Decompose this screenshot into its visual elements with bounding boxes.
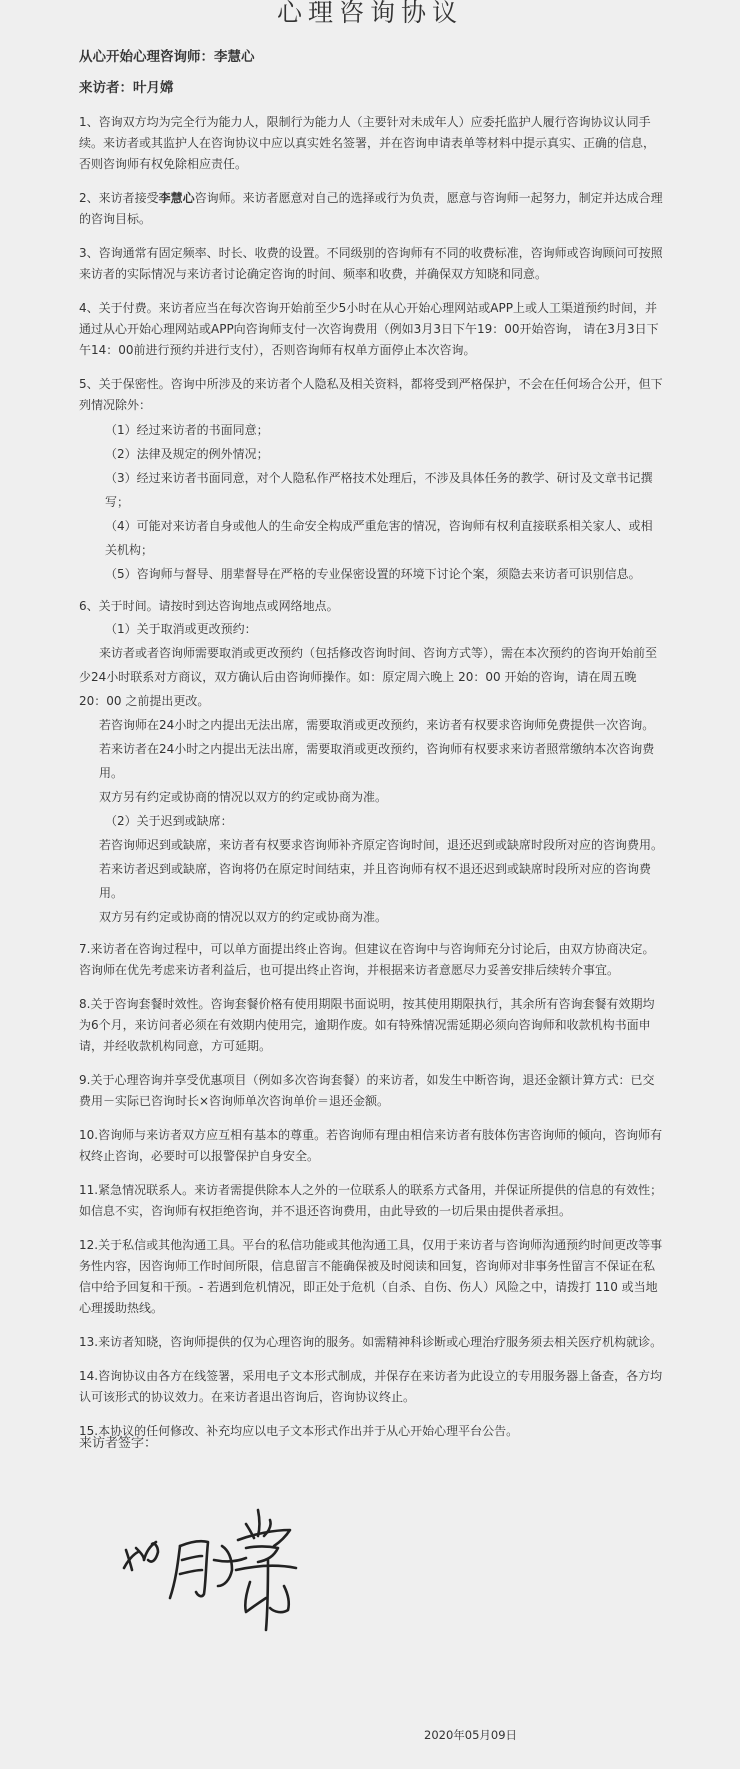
clause-13: 13.来访者知晓，咨询师提供的仅为心理咨询的服务。如需精神科诊断或心理治疗服务须去相关医疗机构就诊。 [79,1335,663,1349]
signer-label: 来访者签字： [79,1436,158,1451]
clause-2-pre: 2、来访者接受 [79,191,159,205]
clause-11: 11.紧急情况联系人。来访者需提供除本人之外的一位联系人的联系方式备用，并保证所提供的信息的有效性；如信息不实，咨询师有权拒绝咨询，并不退还咨询费用，由此导致的一切后果由提供者承担。 [79,1183,663,1218]
handwritten-signature [118,1490,338,1640]
clause-9: 9.关于心理咨询并享受优惠项目（例如多次咨询套餐）的来访者，如发生中断咨询，退还金额计算方式：已交费用－实际已咨询时长×咨询师单次咨询单价＝退还金额。 [79,1073,655,1108]
clause-6: 6、关于时间。请按时到达咨询地点或网络地点。 [79,599,339,613]
clause-6-sub2-line: 双方另有约定或协商的情况以双方的约定或协商为准。 [99,910,388,924]
clause-14: 14.咨询协议由各方在线签署，采用电子文本形式制成，并保存在来访者为此设立的专用服务器上备查，各方均认可该形式的协议效力。在来访者退出咨询后，咨询协议终止。 [79,1369,663,1404]
clause-2-counselor-name: 李慧心 [158,191,195,205]
clause-6-sub2-heading: （2）关于迟到或缺席： [105,814,233,828]
clause-1: 1、咨询双方均为完全行为能力人，限制行为能力人（主要针对未成年人）应委托监护人履行咨询协议认同手续。来访者或其监护人在咨询协议中应以真实姓名签署，并在咨询申请表单等材料中提示真实、正确的信息，否则咨询师有权免除相应责任。 [79,115,656,171]
clause-2 [79,188,664,230]
clause-6-sub1-line: 双方另有约定或协商的情况以双方的约定或协商为准。 [99,790,388,804]
clause-6-sub2-line: 若咨询师迟到或缺席，来访者有权要求咨询师补齐原定咨询时间，退还迟到或缺席时段所对应的咨询费用。 [99,838,664,852]
clause-7: 7.来访者在咨询过程中，可以单方面提出终止咨询。但建议在咨询中与咨询师充分讨论后，由双方协商决定。咨询师在优先考虑来访者利益后，也可提出终止咨询，并根据来访者意愿尽力妥善安排后续转介事宜。 [79,942,655,977]
clause-6-sub1-line: 若咨询师在24小时之内提出无法出席，需要取消或更改预约，来访者有权要求咨询师免费提供一次咨询。 [99,718,655,732]
clause-5-item: （2）法律及规定的例外情况； [105,447,269,461]
clause-12: 12.关于私信或其他沟通工具。平台的私信功能或其他沟通工具，仅用于来访者与咨询师沟通预约时间更改等事务性内容，因咨询师工作时间所限，信息留言不能确保被及时阅读和回复，咨询师对非事务性留言不保证在私信中给予回复和干预。- 若遇到危机情况，即正处于危机（自杀、自伤、伤人）风险之中，请拨打 110 或当地心理援助热线。 [79,1238,663,1315]
clause-5-item: （4）可能对来访者自身或他人的生命安全构成严重危害的情况，咨询师有权利直接联系相关家人、或相关机构； [105,519,653,557]
clause-3: 3、咨询通常有固定频率、时长、收费的设置。不同级别的咨询师有不同的收费标准，咨询师或咨询顾问可按照来访者的实际情况与来访者讨论确定咨询的时间、频率和收费，并确保双方知晓和同意。 [79,246,663,281]
clause-5-item: （5）咨询师与督导、朋辈督导在严格的专业保密设置的环境下讨论个案，须隐去来访者可识别信息。 [105,567,641,581]
clause-2-post: 咨询师。来访者愿意对自己的选择或行为负责，愿意与咨询师一起努力，制定并达成合理的咨询目标。 [79,191,663,226]
clause-15: 15.本协议的任何修改、补充均应以电子文本形式作出并于从心开始心理平台公告。 [79,1424,519,1438]
counselor-line: 从心开始心理咨询师：李慧心 [79,49,255,65]
clause-6-sub1-line: 若来访者在24小时之内提出无法出席，需要取消或更改预约，咨询师有权要求来访者照常缴纳本次咨询费用。 [99,742,655,780]
clause-5-items [79,418,664,586]
page-title: 心理咨询协议 [276,0,463,27]
clause-5-item: （3）经过来访者书面同意，对个人隐私作严格技术处理后，不涉及具体任务的教学、研讨及文章书记撰写； [105,471,653,509]
clause-4: 4、关于付费。来访者应当在每次咨询开始前至少5小时在从心开始心理网站或APP上或人工渠道预约时间，并通过从心开始心理网站或APP向咨询师支付一次咨询费用（例如3月3日下午19：00开始咨询， 请在3月3日下午14：00前进行预约并进行支付），否则咨询师有权单方面停止本次咨询。 [79,301,659,357]
clause-5-item: （1）经过来访者的书面同意； [105,423,269,437]
clause-6-sub1-heading: （1）关于取消或更改预约： [105,622,257,636]
clause-10: 10.咨询师与来访者双方应互相有基本的尊重。若咨询师有理由相信来访者有肢体伤害咨询师的倾向，咨询师有权终止咨询，必要时可以报警保护自身安全。 [79,1128,663,1163]
clause-6-sub2-line: 若来访者迟到或缺席，咨询将仍在原定时间结束，并且咨询师有权不退还迟到或缺席时段所对应的咨询费用。 [99,862,652,900]
clause-5: 5、关于保密性。咨询中所涉及的来访者个人隐私及相关资料，都将受到严格保护，不会在任何场合公开，但下列情况除外： [79,377,663,412]
sign-date: 2020年05月09日 [424,1728,518,1742]
visitor-line: 来访者：叶月嫦 [79,80,174,96]
clause-6-sub1-text: 来访者或者咨询师需要取消或更改预约（包括修改咨询时间、咨询方式等），需在本次预约的咨询开始前至少24小时联系对方商议，双方确认后由咨询师操作。如：原定周六晚上 20：00 开始的咨询，请在周五晚 20：00 之前提出更改。 [79,646,658,708]
agreement-body [79,47,664,1455]
clause-8: 8.关于咨询套餐时效性。咨询套餐价格有使用期限书面说明，按其使用期限执行，其余所有咨询套餐有效期均为6个月，来访问者必须在有效期内使用完，逾期作废。如有特殊情况需延期必须向咨询师和收款机构书面申请，并经收款机构同意，方可延期。 [79,997,655,1053]
